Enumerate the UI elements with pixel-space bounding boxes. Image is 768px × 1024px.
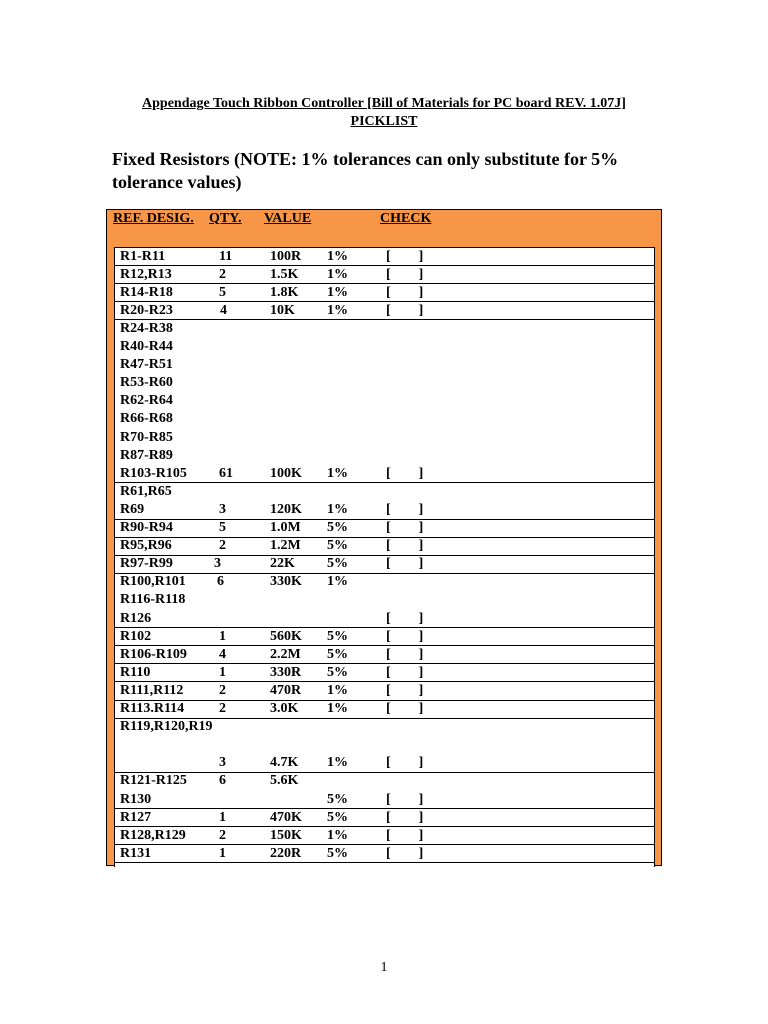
cell-ref: R61,R65 bbox=[120, 483, 172, 499]
cell-ref: R12,R13 bbox=[120, 266, 172, 282]
table-bottom-rule bbox=[114, 862, 655, 863]
page-number: 1 bbox=[380, 960, 388, 975]
cell-value: 2.2M bbox=[270, 646, 301, 662]
cell-tolerance: 1% bbox=[327, 302, 348, 318]
cell-qty: 1 bbox=[219, 845, 226, 861]
cell-value: 120K bbox=[270, 501, 302, 517]
cell-value: 100K bbox=[270, 465, 302, 481]
cell-ref: R100,R101 bbox=[120, 574, 186, 590]
cell-ref: R24-R38 bbox=[120, 320, 173, 336]
cell-tolerance: 5% bbox=[327, 538, 348, 554]
section-title: Fixed Resistors bbox=[112, 149, 230, 169]
cell-value: 100R bbox=[270, 248, 302, 264]
cell-qty: 2 bbox=[219, 538, 226, 554]
cell-value: 1.5K bbox=[270, 266, 299, 282]
cell-ref: R119,R120,R19 bbox=[120, 719, 213, 735]
cell-tolerance: 1% bbox=[327, 465, 348, 481]
cell-ref: R113.R114 bbox=[120, 701, 185, 716]
cell-value: 5.6K bbox=[270, 773, 299, 789]
cell-check[interactable]: [ ] bbox=[386, 501, 424, 517]
table-row bbox=[114, 283, 655, 301]
cell-qty: 2 bbox=[219, 682, 226, 698]
table-row bbox=[114, 301, 655, 319]
column-header-check: CHECK bbox=[380, 211, 432, 226]
cell-tolerance: 1% bbox=[327, 501, 348, 517]
cell-value: 4.7K bbox=[270, 755, 299, 771]
cell-check[interactable]: [ ] bbox=[386, 809, 424, 825]
cell-check[interactable]: [ ] bbox=[386, 248, 424, 264]
column-header-ref: REF. DESIG. bbox=[113, 211, 194, 226]
cell-tolerance: 5% bbox=[327, 646, 348, 662]
cell-value: 330R bbox=[270, 664, 302, 680]
column-header-qty: QTY. bbox=[209, 211, 242, 226]
cell-ref: R127 bbox=[120, 809, 152, 825]
cell-value: 10K bbox=[270, 302, 295, 318]
table-row bbox=[114, 826, 655, 844]
cell-ref: R1-R11 bbox=[120, 248, 166, 264]
table-row bbox=[114, 537, 655, 555]
section-note-continued: tolerance values) bbox=[112, 172, 242, 192]
cell-tolerance: 1% bbox=[327, 682, 348, 698]
cell-value: 470R bbox=[270, 682, 302, 698]
cell-qty: 61 bbox=[219, 465, 233, 481]
cell-value: 470K bbox=[270, 809, 302, 825]
cell-ref: R131 bbox=[120, 845, 152, 861]
cell-qty: 2 bbox=[219, 701, 226, 716]
cell-ref: R66-R68 bbox=[120, 411, 173, 427]
cell-check[interactable]: [ ] bbox=[386, 520, 424, 535]
cell-tolerance: 1% bbox=[327, 574, 348, 590]
cell-value: 330K bbox=[270, 574, 302, 590]
cell-check[interactable]: [ ] bbox=[386, 755, 424, 771]
cell-qty: 4 bbox=[220, 302, 227, 318]
table-row bbox=[114, 808, 655, 826]
table-row bbox=[114, 247, 655, 265]
cell-ref: R47-R51 bbox=[120, 357, 173, 373]
cell-ref: R87-R89 bbox=[120, 447, 173, 463]
table-row bbox=[114, 319, 655, 482]
cell-value: 22K bbox=[270, 556, 295, 572]
cell-check[interactable]: [ ] bbox=[386, 610, 424, 626]
section-heading bbox=[112, 148, 672, 194]
cell-ref: R69 bbox=[120, 501, 145, 517]
cell-tolerance: 1% bbox=[327, 827, 348, 843]
cell-tolerance: 1% bbox=[327, 266, 348, 282]
cell-qty: 5 bbox=[219, 284, 226, 300]
cell-check[interactable]: [ ] bbox=[386, 465, 424, 481]
table-row bbox=[114, 844, 655, 862]
cell-tolerance: 5% bbox=[327, 791, 348, 807]
cell-ref: R53-R60 bbox=[120, 375, 173, 391]
cell-value: 1.8K bbox=[270, 284, 299, 300]
cell-tolerance: 5% bbox=[327, 520, 348, 535]
cell-check[interactable]: [ ] bbox=[386, 664, 424, 680]
cell-check[interactable]: [ ] bbox=[386, 266, 424, 282]
cell-check[interactable]: [ ] bbox=[386, 302, 424, 318]
cell-check[interactable]: [ ] bbox=[386, 628, 424, 644]
cell-tolerance: 5% bbox=[327, 556, 348, 572]
table-row bbox=[114, 627, 655, 645]
table-row bbox=[114, 700, 655, 718]
cell-qty: 6 bbox=[217, 574, 224, 590]
cell-ref: R103-R105 bbox=[120, 465, 187, 481]
cell-qty: 2 bbox=[219, 827, 226, 843]
cell-ref: R102 bbox=[120, 628, 152, 644]
cell-value: 1.2M bbox=[270, 538, 301, 554]
cell-tolerance: 5% bbox=[327, 809, 348, 825]
cell-ref: R130 bbox=[120, 791, 152, 807]
cell-check[interactable]: [ ] bbox=[386, 845, 424, 861]
cell-value: 220R bbox=[270, 845, 302, 861]
cell-ref: R116-R118 bbox=[120, 592, 186, 608]
cell-value: 3.0K bbox=[270, 701, 299, 716]
table-row bbox=[114, 555, 655, 573]
cell-tolerance: 5% bbox=[327, 845, 348, 861]
table-row bbox=[114, 482, 655, 518]
cell-ref: R106-R109 bbox=[120, 646, 187, 662]
table-row bbox=[114, 681, 655, 699]
section-note: (NOTE: 1% tolerances can only substitute for 5% bbox=[229, 149, 619, 169]
table-row bbox=[114, 645, 655, 663]
cell-check[interactable]: [ ] bbox=[386, 682, 424, 698]
cell-ref: R110 bbox=[120, 664, 151, 680]
cell-ref: R62-R64 bbox=[120, 393, 173, 409]
column-header-value: VALUE bbox=[264, 211, 312, 226]
cell-qty: 2 bbox=[219, 266, 226, 282]
cell-check[interactable]: [ ] bbox=[386, 284, 424, 300]
cell-ref: R126 bbox=[120, 610, 152, 626]
cell-qty: 1 bbox=[219, 628, 226, 644]
cell-qty: 3 bbox=[219, 755, 226, 771]
cell-ref: R128,R129 bbox=[120, 827, 186, 843]
cell-ref: R14-R18 bbox=[120, 284, 173, 300]
cell-ref: R95,R96 bbox=[120, 538, 172, 554]
table-row bbox=[114, 519, 655, 537]
cell-value: 1.0M bbox=[270, 520, 301, 535]
cell-qty: 11 bbox=[219, 248, 233, 264]
cell-check[interactable]: [ ] bbox=[386, 556, 424, 572]
cell-ref: R20-R23 bbox=[120, 302, 173, 318]
cell-value: 560K bbox=[270, 628, 302, 644]
cell-ref: R70-R85 bbox=[120, 429, 173, 445]
table-row bbox=[114, 265, 655, 283]
cell-ref: R40-R44 bbox=[120, 339, 173, 354]
picklist-subtitle: PICKLIST bbox=[350, 114, 418, 129]
cell-ref: R121-R125 bbox=[120, 773, 187, 789]
cell-check[interactable]: [ ] bbox=[386, 538, 424, 554]
cell-tolerance: 5% bbox=[327, 664, 348, 680]
cell-qty: 1 bbox=[219, 664, 226, 680]
cell-tolerance: 1% bbox=[327, 284, 348, 300]
cell-tolerance: 1% bbox=[327, 701, 348, 716]
table-row bbox=[114, 663, 655, 681]
document-title: Appendage Touch Ribbon Controller [Bill of Materials for PC board REV. 1.07J] bbox=[142, 96, 626, 111]
cell-qty: 1 bbox=[219, 809, 226, 825]
cell-check[interactable]: [ ] bbox=[386, 646, 424, 662]
cell-tolerance: 1% bbox=[327, 248, 348, 264]
cell-qty: 3 bbox=[219, 501, 226, 517]
cell-check[interactable]: [ ] bbox=[386, 791, 424, 807]
cell-qty: 3 bbox=[214, 556, 221, 572]
cell-tolerance: 1% bbox=[327, 755, 348, 771]
cell-qty: 5 bbox=[219, 520, 226, 535]
cell-ref: R90-R94 bbox=[120, 520, 173, 535]
cell-qty: 4 bbox=[219, 646, 226, 662]
table-row bbox=[114, 573, 655, 627]
cell-value: 150K bbox=[270, 827, 302, 843]
cell-tolerance: 5% bbox=[327, 628, 348, 644]
cell-check[interactable]: [ ] bbox=[386, 701, 424, 716]
cell-ref: R97-R99 bbox=[120, 556, 173, 572]
cell-qty: 6 bbox=[219, 773, 226, 789]
cell-ref: R111,R112 bbox=[120, 682, 184, 698]
table-row bbox=[114, 772, 655, 808]
cell-check[interactable]: [ ] bbox=[386, 827, 424, 843]
